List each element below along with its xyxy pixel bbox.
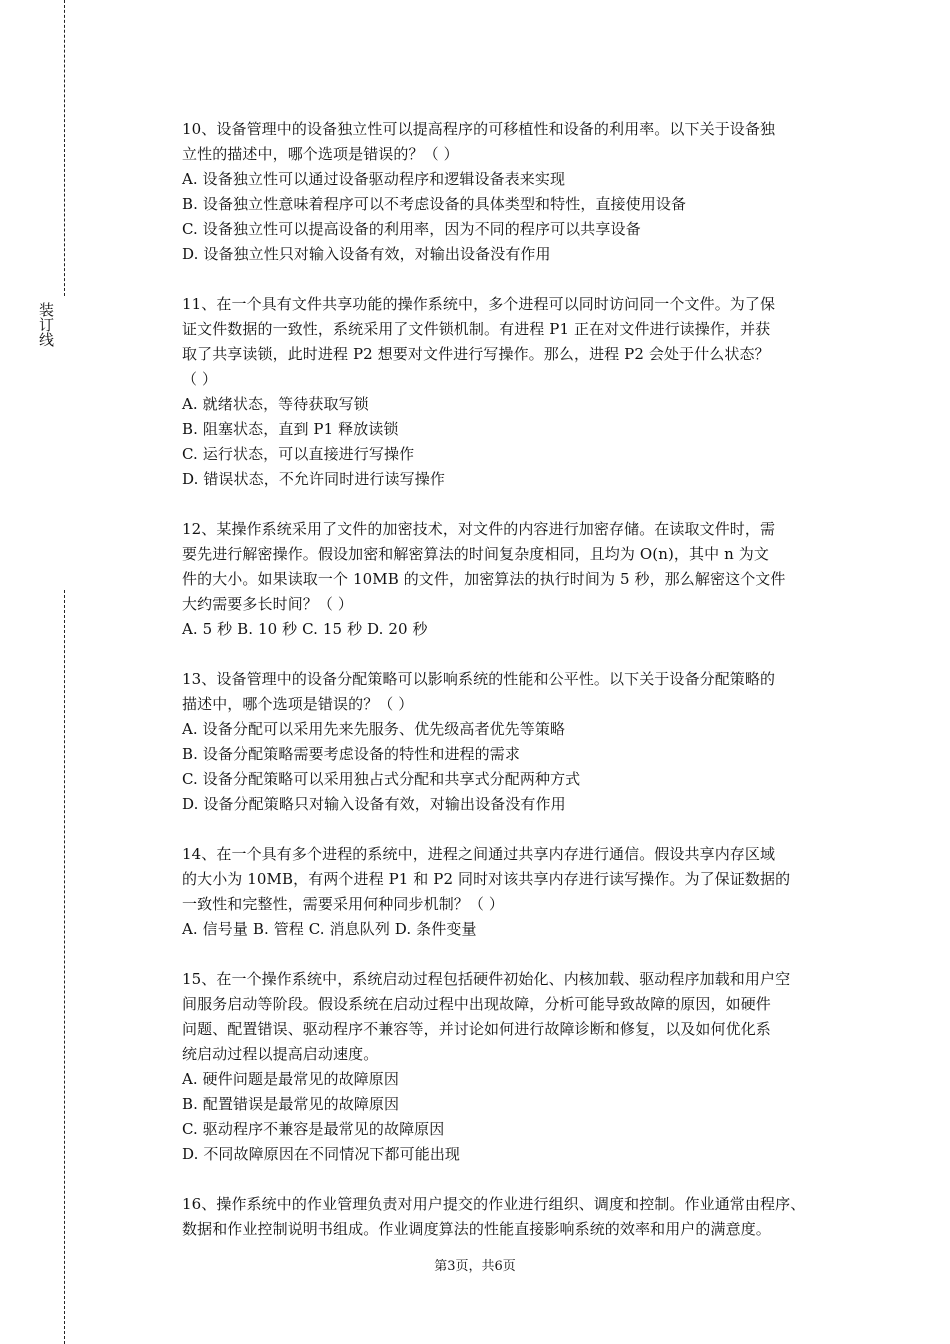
question-text-line: 统启动过程以提高启动速度。	[182, 1045, 379, 1063]
answer-option: C. 设备分配策略可以采用独占式分配和共享式分配两种方式	[182, 770, 581, 788]
question-text-line: 描述中，哪个选项是错误的？（ ）	[182, 695, 414, 713]
question-text-line: 件的大小。如果读取一个 10MB 的文件，加密算法的执行时间为 5 秒，那么解密这个文件	[182, 570, 786, 588]
binding-label: 装订线	[37, 302, 55, 347]
question-text-line: 证文件数据的一致性，系统采用了文件锁机制。有进程 P1 正在对文件进行读操作，并获	[182, 320, 771, 338]
question-list	[182, 117, 842, 1267]
answer-option: D. 不同故障原因在不同情况下都可能出现	[182, 1145, 461, 1163]
question-text-line: 间服务启动等阶段。假设系统在启动过程中出现故障，分析可能导致故障的原因，如硬件	[182, 995, 771, 1013]
question-block	[182, 517, 842, 642]
question-text-line: 取了共享读锁，此时进程 P2 想要对文件进行写操作。那么，进程 P2 会处于什么状态？	[182, 345, 770, 363]
page-footer: 第3页，共6页	[434, 1259, 516, 1274]
question-text-line: （ ）	[182, 370, 218, 388]
binding-dashed-line-top	[64, 0, 65, 296]
answer-option: A. 设备独立性可以通过设备驱动程序和逻辑设备表来实现	[182, 170, 566, 188]
answer-option: A. 就绪状态，等待获取写锁	[182, 395, 369, 413]
answer-option: B. 设备独立性意味着程序可以不考虑设备的具体类型和特性，直接使用设备	[182, 195, 687, 213]
question-text-line: 10、设备管理中的设备独立性可以提高程序的可移植性和设备的利用率。以下关于设备独	[182, 120, 776, 138]
question-text-line: 大约需要多长时间？（ ）	[182, 595, 353, 613]
question-block	[182, 117, 842, 267]
answer-option: A. 信号量 B. 管程 C. 消息队列 D. 条件变量	[182, 920, 477, 938]
question-block	[182, 292, 842, 492]
answer-option: A. 设备分配可以采用先来先服务、优先级高者优先等策略	[182, 720, 566, 738]
question-text-line: 立性的描述中，哪个选项是错误的？（ ）	[182, 145, 459, 163]
question-text-line: 一致性和完整性，需要采用何种同步机制？（ ）	[182, 895, 504, 913]
answer-option: D. 设备分配策略只对输入设备有效，对输出设备没有作用	[182, 795, 566, 813]
question-text-line: 12、某操作系统采用了文件的加密技术，对文件的内容进行加密存储。在读取文件时，需	[182, 520, 776, 538]
answer-option: C. 设备独立性可以提高设备的利用率，因为不同的程序可以共享设备	[182, 220, 641, 238]
question-text-line: 数据和作业控制说明书组成。作业调度算法的性能直接影响系统的效率和用户的满意度。	[182, 1220, 771, 1238]
binding-dashed-line-bottom	[64, 590, 65, 1344]
question-block	[182, 667, 842, 817]
answer-option: B. 设备分配策略需要考虑设备的特性和进程的需求	[182, 745, 520, 763]
question-text-line: 13、设备管理中的设备分配策略可以影响系统的性能和公平性。以下关于设备分配策略的	[182, 670, 776, 688]
question-text-line: 问题、配置错误、驱动程序不兼容等，并讨论如何进行故障诊断和修复，以及如何优化系	[182, 1020, 771, 1038]
answer-option: B. 配置错误是最常见的故障原因	[182, 1095, 400, 1113]
question-text-line: 14、在一个具有多个进程的系统中，进程之间通过共享内存进行通信。假设共享内存区域	[182, 845, 776, 863]
question-text-line: 16、操作系统中的作业管理负责对用户提交的作业进行组织、调度和控制。作业通常由程序、	[182, 1195, 806, 1213]
question-block	[182, 842, 842, 942]
question-block	[182, 1192, 842, 1242]
question-block	[182, 967, 842, 1167]
answer-option: D. 错误状态，不允许同时进行读写操作	[182, 470, 445, 488]
question-text-line: 11、在一个具有文件共享功能的操作系统中，多个进程可以同时访问同一个文件。为了保	[182, 295, 776, 313]
answer-option: C. 运行状态，可以直接进行写操作	[182, 445, 415, 463]
answer-option: D. 设备独立性只对输入设备有效，对输出设备没有作用	[182, 245, 551, 263]
question-text-line: 要先进行解密操作。假设加密和解密算法的时间复杂度相同，且均为 O(n)，其中 n 为文	[182, 545, 769, 563]
answer-option: B. 阻塞状态，直到 P1 释放读锁	[182, 420, 399, 438]
answer-option: A. 5 秒 B. 10 秒 C. 15 秒 D. 20 秒	[182, 620, 428, 638]
question-text-line: 15、在一个操作系统中，系统启动过程包括硬件初始化、内核加载、驱动程序加载和用户空	[182, 970, 791, 988]
answer-option: C. 驱动程序不兼容是最常见的故障原因	[182, 1120, 445, 1138]
answer-option: A. 硬件问题是最常见的故障原因	[182, 1070, 399, 1088]
question-text-line: 的大小为 10MB，有两个进程 P1 和 P2 同时对该共享内存进行读写操作。为了保证数据的	[182, 870, 791, 888]
